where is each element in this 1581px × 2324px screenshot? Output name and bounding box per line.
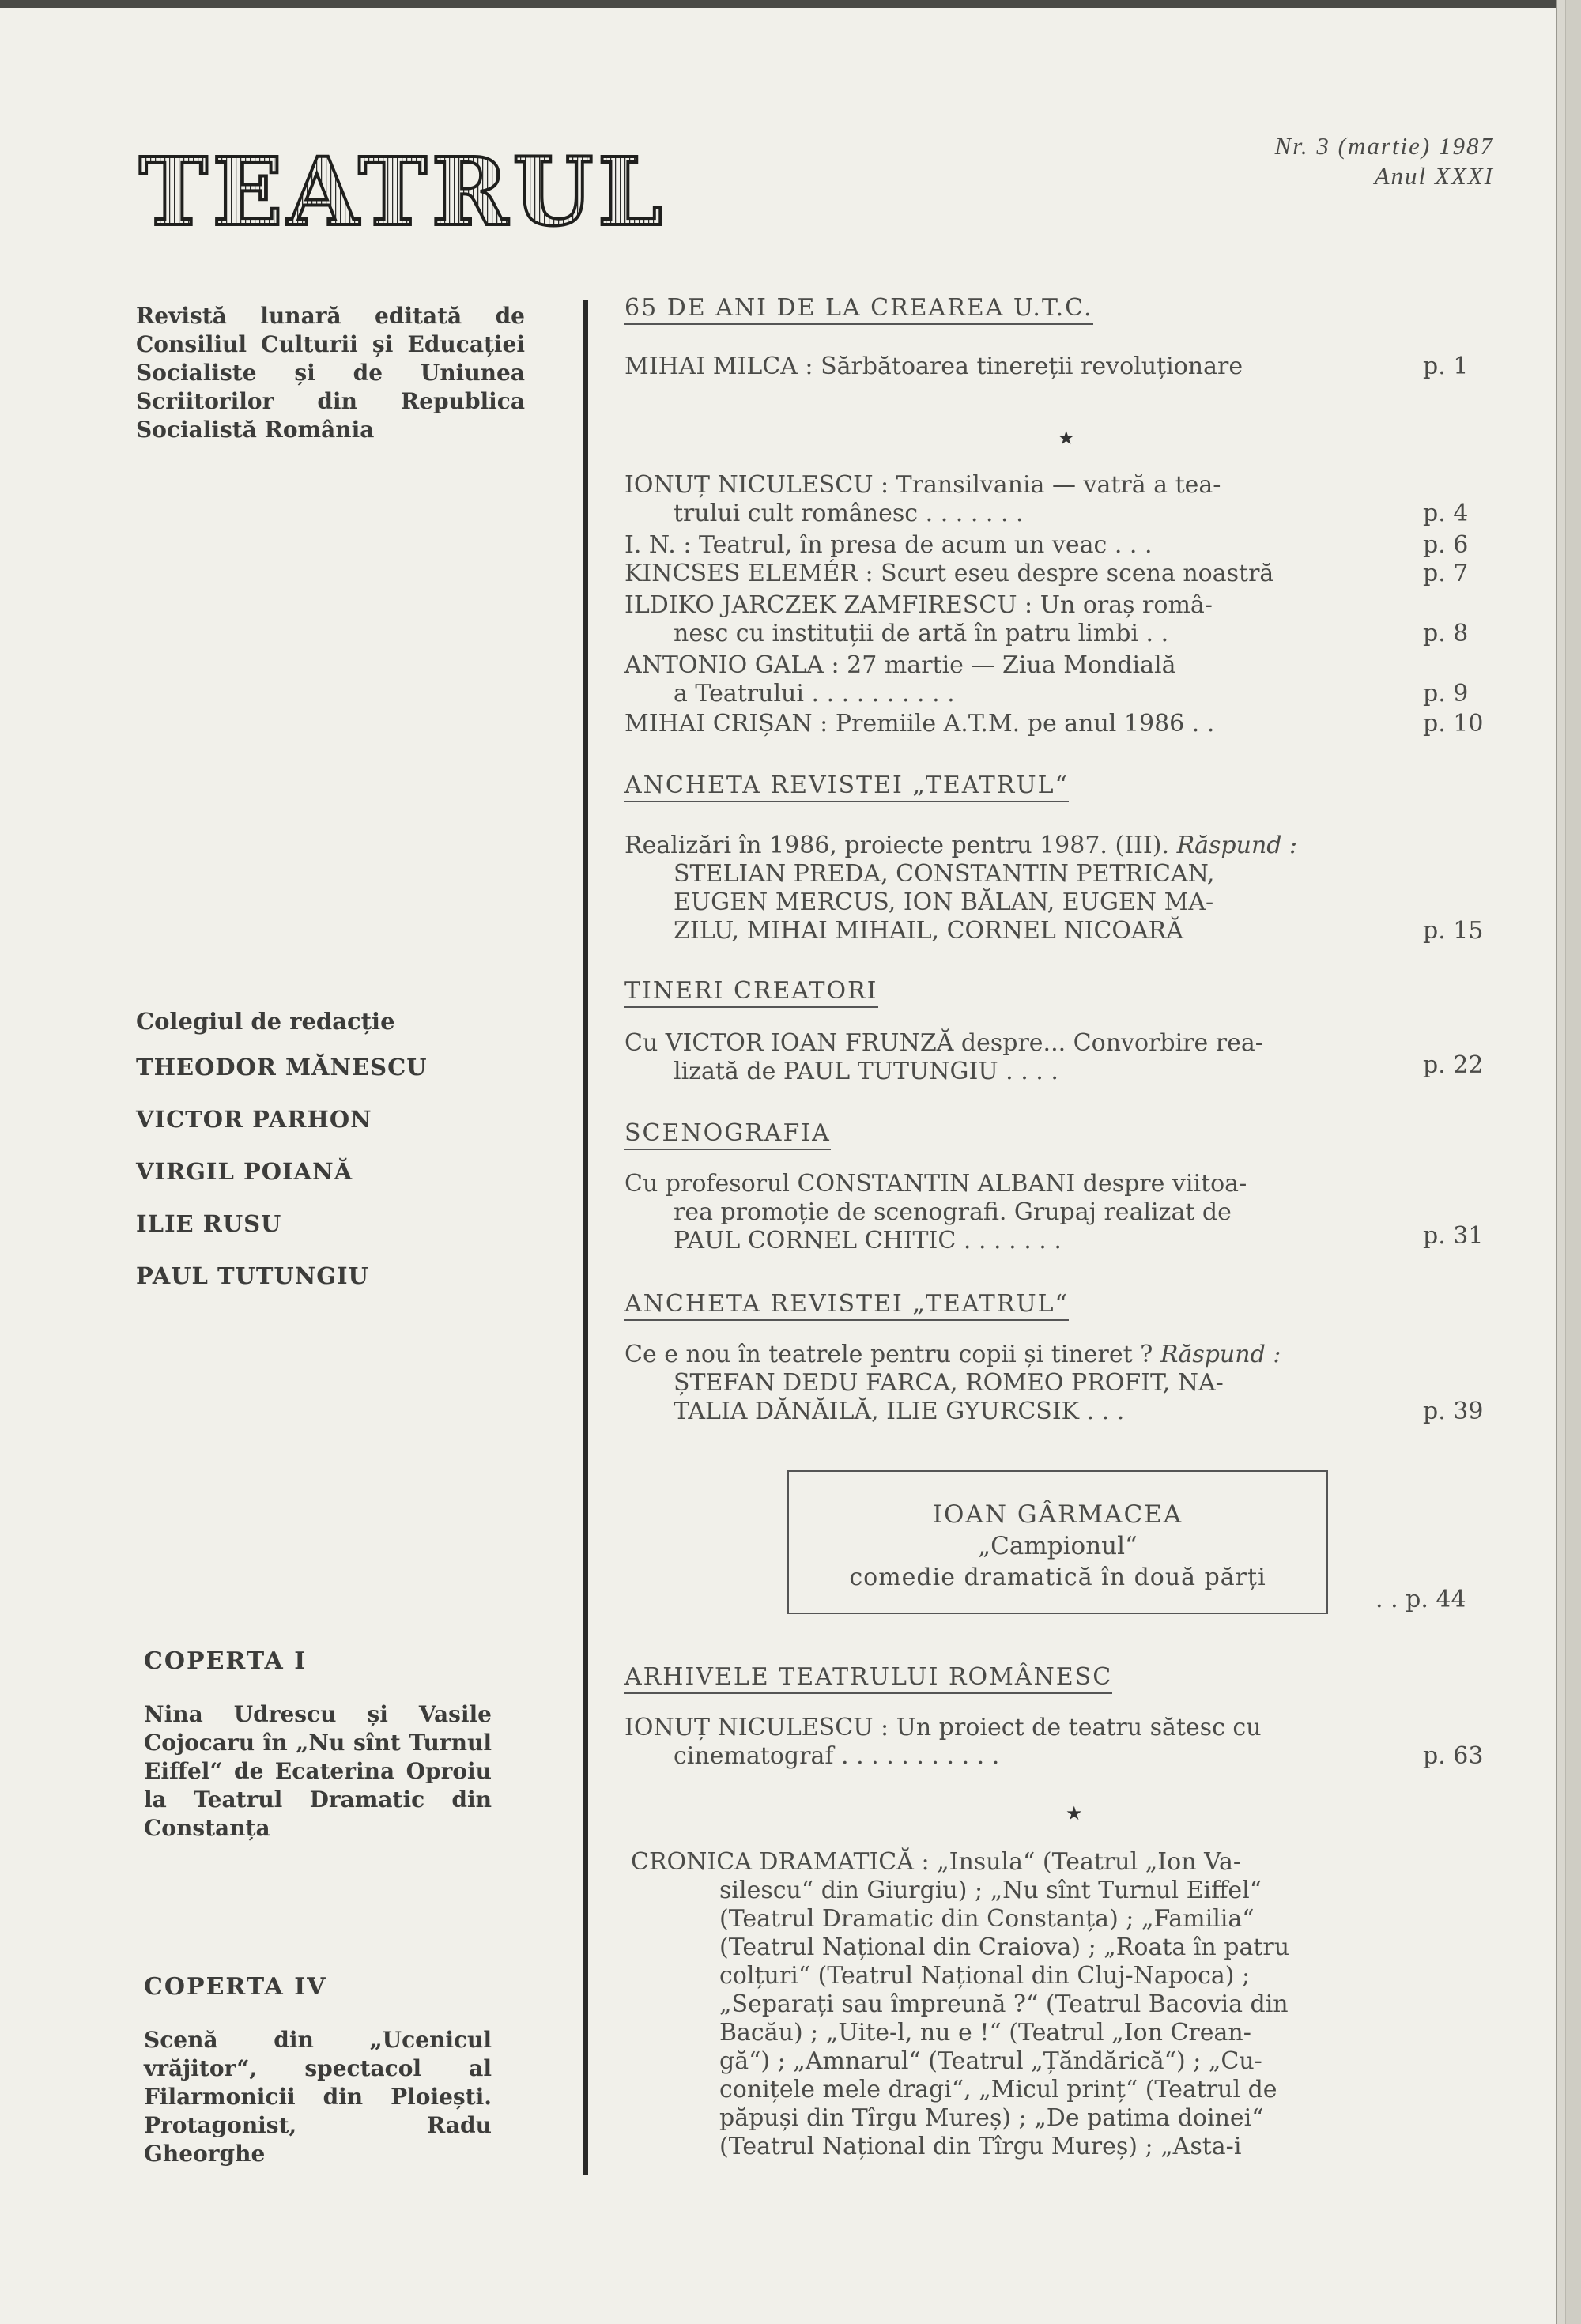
- cover-4-caption: [144, 1973, 492, 2168]
- cronica-line: silescu“ din Giurgiu) ; „Nu sînt Turnul Eiffel“: [719, 1877, 1262, 1904]
- toc-entry-cont: ZILU, MIHAI MIHAIL, CORNEL NICOARĂ: [674, 917, 1183, 945]
- toc-entry: IONUȚ NICULESCU : Un proiect de teatru sătesc cu: [624, 1714, 1262, 1741]
- toc-entry: Ce e nou în teatrele pentru copii și tineret ? Răspund :: [624, 1341, 1281, 1368]
- toc-page: p. 31: [1423, 1222, 1484, 1250]
- cronica-line: (Teatrul Național din Craiova) ; „Roata în patru: [719, 1934, 1290, 1961]
- board-member: THEODOR MĂNESCU: [136, 1054, 428, 1081]
- cover-1-caption: [144, 1647, 492, 1843]
- section-heading-ancheta-2: ANCHETA REVISTEI „TEATRUL“: [624, 1290, 1069, 1321]
- cover-4-heading: COPERTA IV: [144, 1973, 327, 2001]
- toc-entry-cont: STELIAN PREDA, CONSTANTIN PETRICAN,: [674, 860, 1215, 888]
- toc-page: . . p. 44: [1375, 1586, 1466, 1613]
- toc-entry: I. N. : Teatrul, în presa de acum un veac . . .: [624, 531, 1153, 559]
- play-title: „Campionul“: [978, 1532, 1138, 1560]
- cronica-line: Bacău) ; „Uite-l, nu e !“ (Teatrul „Ion Crean-: [719, 2019, 1251, 2047]
- editorial-board: [136, 1008, 547, 1316]
- toc-page: p. 9: [1423, 680, 1469, 707]
- cronica-line: conițele mele dragi“, „Micul prinț“ (Teatrul de: [719, 2076, 1277, 2103]
- toc-entry: MIHAI MILCA : Sărbătoarea tinereții revoluționare: [624, 353, 1243, 380]
- cronica-line: (Teatrul Național din Tîrgu Mureș) ; „Asta-i: [719, 2133, 1242, 2160]
- masthead-title: TEATRUL: [139, 149, 667, 236]
- play-subtitle: comedie dramatică în două părți: [849, 1564, 1266, 1591]
- section-heading-ancheta: ANCHETA REVISTEI „TEATRUL“: [624, 772, 1069, 802]
- board-heading: Colegiul de redacție: [136, 1008, 395, 1035]
- cover-1-heading: COPERTA I: [144, 1647, 308, 1675]
- cronica-line: gă“) ; „Amnarul“ (Teatrul „Țăndărică“) ; „Cu-: [719, 2047, 1262, 2075]
- section-heading-arhivele: ARHIVELE TEATRULUI ROMÂNESC: [624, 1663, 1112, 1694]
- cronica-line: (Teatrul Dramatic din Constanța) ; „Familia“: [719, 1905, 1255, 1933]
- board-member: VIRGIL POIANĂ: [136, 1158, 353, 1185]
- star-separator-icon: ★: [1058, 427, 1075, 449]
- page-edge-back: [1565, 0, 1581, 2324]
- cover-1-text: Nina Udrescu și Vasile Cojocaru în „Nu sînt Turnul Eiffel“ de Ecaterina Oproiu la Teatrul Dramatic din Constanța: [144, 1701, 492, 1841]
- toc-page: p. 22: [1423, 1051, 1484, 1079]
- toc-entry-cont: cinematograf . . . . . . . . . . .: [674, 1742, 1000, 1770]
- section-heading-scenografia: SCENOGRAFIA: [624, 1119, 831, 1150]
- featured-play-box: [787, 1470, 1328, 1614]
- board-member: VICTOR PARHON: [136, 1106, 372, 1133]
- toc-entry-cont: TALIA DĂNĂILĂ, ILIE GYURCSIK . . .: [674, 1398, 1125, 1425]
- cronica-line: colțuri“ (Teatrul Național din Cluj-Napoca) ;: [719, 1962, 1251, 1990]
- toc-entry: MIHAI CRIȘAN : Premiile A.T.M. pe anul 1986 . .: [624, 710, 1215, 738]
- masthead-logo: [136, 149, 674, 236]
- toc-page: p. 4: [1423, 500, 1469, 527]
- cronica-line: CRONICA DRAMATICĂ : „Insula“ (Teatrul „Ion Va-: [631, 1848, 1242, 1876]
- toc-entry-cont: ȘTEFAN DEDU FARCA, ROMEO PROFIT, NA-: [674, 1369, 1224, 1397]
- issue-info: [1170, 131, 1494, 191]
- toc-entry: Cu VICTOR IOAN FRUNZĂ despre... Convorbire rea-: [624, 1029, 1263, 1057]
- toc-entry-cont: nesc cu instituții de artă în patru limbi . .: [674, 620, 1169, 647]
- top-edge-shadow: [0, 0, 1581, 8]
- toc-page: p. 10: [1423, 710, 1484, 738]
- toc-entry: Cu profesorul CONSTANTIN ALBANI despre viitoa-: [624, 1170, 1247, 1198]
- toc-page: p. 1: [1423, 353, 1469, 380]
- toc-entry-cont: PAUL CORNEL CHITIC . . . . . . .: [674, 1227, 1062, 1254]
- toc-page: p. 39: [1423, 1398, 1484, 1425]
- issue-number: Nr. 3 (martie) 1987: [1274, 132, 1494, 160]
- issue-year: Anul XXXI: [1374, 162, 1494, 190]
- section-heading-tineri: TINERI CREATORI: [624, 977, 878, 1008]
- section-heading-utc: 65 DE ANI DE LA CREAREA U.T.C.: [624, 294, 1093, 325]
- cronica-line: păpuși din Tîrgu Mureș) ; „De patima doinei“: [719, 2104, 1264, 2132]
- toc-page: p. 7: [1423, 560, 1469, 587]
- toc-page: p. 6: [1423, 531, 1469, 559]
- play-author: IOAN GÂRMACEA: [932, 1500, 1183, 1529]
- column-divider: [583, 300, 588, 2175]
- toc-page: p. 63: [1423, 1742, 1484, 1770]
- toc-entry-cont: trului cult românesc . . . . . . .: [674, 500, 1024, 527]
- cronica-line: „Separați sau împreună ?“ (Teatrul Bacovia din: [719, 1990, 1289, 2018]
- toc-entry: KINCSES ELEMÉR : Scurt eseu despre scena noastră: [624, 560, 1274, 587]
- toc-entry-cont: EUGEN MERCUS, ION BĂLAN, EUGEN MA-: [674, 888, 1214, 916]
- publisher-info: Revistă lunară editată de Consiliul Culturii și Educației Socialiste și de Uniunea Scriitorilor din Republica Socialistă România: [136, 303, 525, 443]
- toc-entry-cont: lizată de PAUL TUTUNGIU . . . .: [674, 1058, 1058, 1085]
- left-column: [136, 302, 525, 444]
- toc-entry-cont: a Teatrului . . . . . . . . . .: [674, 680, 955, 707]
- board-member: PAUL TUTUNGIU: [136, 1262, 369, 1289]
- cover-4-text: Scenă din „Ucenicul vrăjitor“, spectacol al Filarmonicii din Ploiești. Protagonist, Radu Gheorghe: [144, 2027, 492, 2167]
- board-member: ILIE RUSU: [136, 1210, 282, 1237]
- star-separator-icon: ★: [1066, 1802, 1083, 1824]
- toc-page: p. 8: [1423, 620, 1469, 647]
- toc-entry: ANTONIO GALA : 27 martie — Ziua Mondială: [624, 651, 1176, 679]
- toc-entry: Realizări în 1986, proiecte pentru 1987. (III). Răspund :: [624, 832, 1298, 859]
- toc-page: p. 15: [1423, 917, 1484, 945]
- toc-entry-cont: rea promoție de scenografi. Grupaj realizat de: [674, 1198, 1232, 1226]
- toc-entry: ILDIKO JARCZEK ZAMFIRESCU : Un oraș româ-: [624, 591, 1213, 619]
- toc-entry: IONUȚ NICULESCU : Transilvania — vatră a tea-: [624, 471, 1221, 499]
